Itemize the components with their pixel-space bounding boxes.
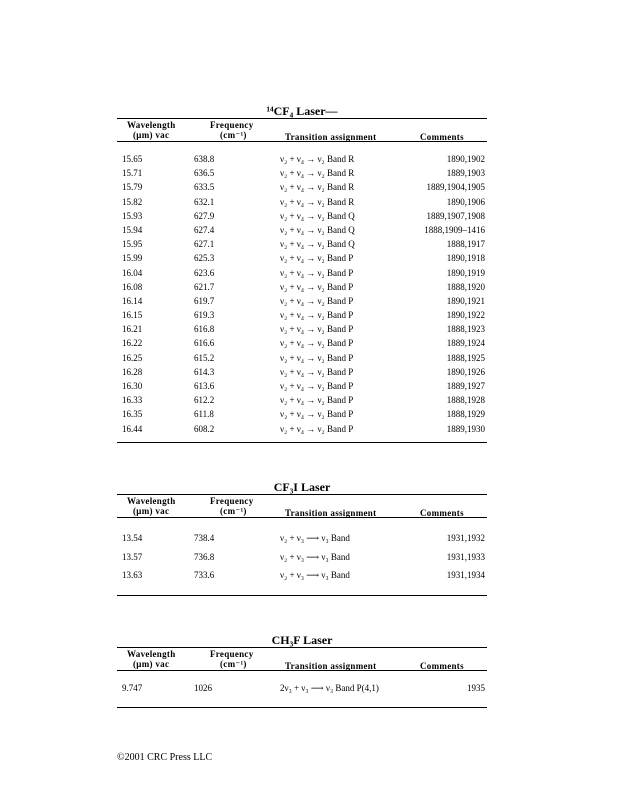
header-wavelength-unit: (μm) vac [133,130,170,140]
cell-transition: ν₂ + ν₄ → ν₂ Band R [280,196,355,207]
cell-frequency: 608.2 [194,423,215,434]
cell-comments: 1889,1903 [446,168,485,179]
table-row [117,533,487,552]
cell-comments: 1890,1922 [446,310,485,321]
table-body [117,518,487,595]
table-row [117,683,487,697]
table-row [117,570,487,589]
table-row [117,282,487,296]
cell-frequency: 636.5 [194,168,215,179]
cell-transition: ν₂ + ν₄ → ν₂ Band P [280,395,354,406]
cell-transition: ν₂ + ν₄ → ν₂ Band P [280,310,354,321]
cell-wavelength: 15.79 [122,182,143,193]
table-row [117,310,487,324]
cell-wavelength: 9.747 [122,683,143,693]
table-title: CH₃F Laser [271,633,333,647]
cell-wavelength: 16.14 [122,295,143,306]
cell-comments: 1888,1909–1416 [424,224,485,235]
table-row [117,395,487,409]
cell-wavelength: 16.28 [122,366,143,377]
cell-transition: ν₂ + ν₄ → ν₂ Band P [280,338,354,349]
cell-frequency: 738.4 [194,533,215,543]
header-frequency: Frequency [210,649,254,659]
table-rule-end [117,595,487,596]
copyright-footer: ©2001 CRC Press LLC [117,752,213,763]
table-row [117,552,487,571]
cell-frequency: 621.7 [194,281,215,292]
cell-wavelength: 15.93 [122,210,143,221]
table-rule-end [117,707,487,708]
cell-transition: ν₂ + ν₄ → ν₂ Band P [280,381,354,391]
cell-frequency: 736.8 [194,551,215,562]
cell-frequency: 638.8 [194,154,215,164]
cell-frequency: 733.6 [194,570,215,580]
cell-frequency: 632.1 [194,196,215,207]
cell-transition: ν₂ + ν₄ → ν₂ Band R [280,168,355,179]
cell-wavelength: 15.94 [122,224,143,235]
cell-comments: 1890,1906 [446,196,485,207]
header-wavelength-unit: (μm) vac [133,659,170,669]
cell-wavelength: 13.54 [122,533,143,543]
header-wavelength: Wavelength [127,496,176,506]
cell-wavelength: 15.82 [122,196,143,207]
table-row [117,154,487,168]
cell-transition: ν₂ + ν₄ → ν₂ Band P [280,366,354,377]
cell-comments: 1888,1917 [446,239,485,250]
cell-frequency: 625.3 [194,253,215,264]
cell-frequency: 619.3 [194,310,215,321]
cell-frequency: 1026 [194,683,212,693]
table-cf3i [117,480,487,596]
cell-transition: ν₂ + ν₄ → ν₂ Band P [280,352,354,363]
cell-wavelength: 16.21 [122,324,143,335]
table-row [117,409,487,423]
table-rule-end [117,442,487,443]
table-title: CF₃I Laser [273,480,331,494]
table-row [117,353,487,367]
header-frequency: Frequency [210,120,254,130]
table-header [117,648,487,670]
cell-frequency: 613.6 [194,381,215,391]
cell-comments: 1889,1904,1905 [426,182,485,193]
cell-wavelength: 15.95 [122,239,143,250]
table-row [117,324,487,338]
cell-comments: 1890,1921 [446,295,485,306]
table-title: ¹⁴CF₄ Laser— [266,104,338,118]
cell-comments: 1889,1924 [446,338,485,349]
cell-transition: ν₂ + ν₄ → ν₂ Band R [280,182,355,193]
table-header [117,119,487,141]
table-row [117,424,487,438]
table-row [117,381,487,395]
cell-transition: ν₂ + ν₃ ⟶ ν₃ Band [280,570,350,580]
table-row [117,168,487,182]
cell-wavelength: 16.25 [122,352,143,363]
cell-wavelength: 15.99 [122,253,143,264]
cell-frequency: 633.5 [194,182,215,193]
header-wavelength-unit: (μm) vac [133,506,170,516]
table-row [117,197,487,211]
cell-transition: 2ν₃ + ν₃ ⟶ ν₃ Band P(4,1) [280,683,379,693]
cell-transition: ν₂ + ν₄ → ν₂ Band P [280,253,354,264]
cell-frequency: 616.6 [194,338,215,349]
cell-transition: ν₂ + ν₄ → ν₂ Band P [280,423,354,434]
cell-frequency: 627.4 [194,224,215,235]
table-row [117,296,487,310]
table-row [117,367,487,381]
cell-wavelength: 16.33 [122,395,143,406]
cell-comments: 1888,1920 [446,281,485,292]
table-row [117,338,487,352]
header-transition: Transition assignment [285,132,377,142]
header-transition: Transition assignment [285,508,377,518]
cell-frequency: 612.2 [194,395,215,406]
cell-frequency: 614.3 [194,366,215,377]
table-cf4 [117,104,487,443]
cell-frequency: 627.1 [194,239,215,250]
cell-comments: 1888,1923 [446,324,485,335]
cell-wavelength: 13.63 [122,570,143,580]
table-body [117,671,487,707]
cell-transition: ν₂ + ν₃ ⟶ ν₃ Band [280,551,350,562]
header-wavelength: Wavelength [127,120,176,130]
table-row [117,225,487,239]
cell-frequency: 615.2 [194,352,215,363]
cell-comments: 1889,1927 [446,381,485,391]
table-ch3f [117,633,487,708]
cell-transition: ν₂ + ν₄ → ν₂ Band Q [280,224,355,235]
cell-wavelength: 16.08 [122,281,143,292]
cell-comments: 1888,1925 [446,352,485,363]
cell-wavelength: 15.65 [122,154,143,164]
header-comments: Comments [420,132,464,142]
table-row [117,182,487,196]
header-frequency: Frequency [210,496,254,506]
cell-transition: ν₂ + ν₄ → ν₂ Band Q [280,239,355,250]
cell-frequency: 611.8 [194,409,214,420]
cell-wavelength: 16.04 [122,267,143,278]
cell-comments: 1889,1907,1908 [426,210,485,221]
cell-transition: ν₂ + ν₄ → ν₂ Band Q [280,210,355,221]
table-body [117,142,487,442]
cell-transition: ν₂ + ν₃ ⟶ ν₃ Band [280,533,350,543]
header-frequency-unit: (cm⁻¹) [220,506,247,516]
cell-transition: ν₂ + ν₄ → ν₂ Band P [280,267,354,278]
cell-transition: ν₂ + ν₄ → ν₂ Band P [280,324,354,335]
cell-wavelength: 15.71 [122,168,143,179]
cell-comments: 1889,1930 [446,423,485,434]
cell-comments: 1888,1928 [446,395,485,406]
cell-transition: ν₂ + ν₄ → ν₂ Band P [280,409,354,420]
cell-comments: 1931,1934 [446,570,485,580]
table-row [117,253,487,267]
header-wavelength: Wavelength [127,649,176,659]
cell-comments: 1890,1902 [446,154,485,164]
table-row [117,211,487,225]
cell-comments: 1888,1929 [446,409,485,420]
table-header [117,495,487,517]
header-transition: Transition assignment [285,661,377,671]
table-row [117,239,487,253]
cell-wavelength: 13.57 [122,551,143,562]
cell-transition: ν₂ + ν₄ → ν₂ Band R [280,154,355,164]
table-row [117,268,487,282]
header-comments: Comments [420,508,464,518]
cell-wavelength: 16.30 [122,381,143,391]
cell-comments: 1890,1926 [446,366,485,377]
cell-wavelength: 16.15 [122,310,143,321]
header-frequency-unit: (cm⁻¹) [220,130,247,140]
cell-comments: 1931,1932 [446,533,485,543]
cell-wavelength: 16.44 [122,423,143,434]
cell-comments: 1931,1933 [446,551,485,562]
cell-frequency: 619.7 [194,295,215,306]
header-comments: Comments [420,661,464,671]
cell-wavelength: 16.35 [122,409,143,420]
cell-comments: 1890,1918 [446,253,485,264]
cell-frequency: 623.6 [194,267,215,278]
cell-comments: 1890,1919 [446,267,485,278]
cell-wavelength: 16.22 [122,338,143,349]
cell-transition: ν₂ + ν₄ → ν₂ Band P [280,295,354,306]
cell-frequency: 616.8 [194,324,215,335]
cell-frequency: 627.9 [194,210,215,221]
cell-transition: ν₂ + ν₄ → ν₂ Band P [280,281,354,292]
header-frequency-unit: (cm⁻¹) [220,659,247,669]
cell-comments: 1935 [467,683,485,693]
